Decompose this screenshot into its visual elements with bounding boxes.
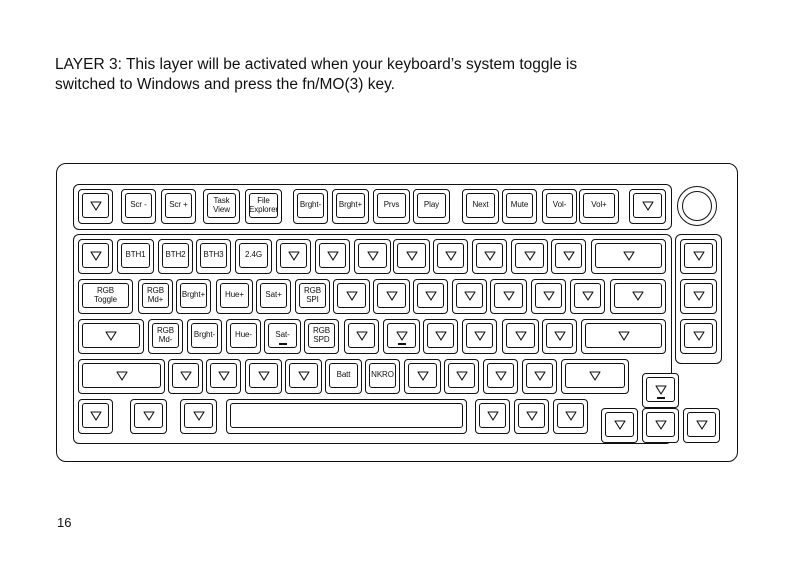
key-legend: NKRO bbox=[371, 370, 394, 380]
transparent-key-triangle-icon bbox=[356, 331, 368, 341]
keycap-top bbox=[408, 363, 437, 388]
transparent-key-triangle-icon bbox=[623, 251, 635, 261]
transparent-key-triangle-icon bbox=[589, 371, 601, 381]
key-legend: Mute bbox=[510, 200, 529, 210]
key-file-explorer[interactable] bbox=[245, 189, 282, 224]
key-legend: View bbox=[213, 204, 230, 214]
keycap-top bbox=[417, 193, 446, 218]
transparent-key-triangle-icon bbox=[554, 331, 566, 341]
transparent-key-triangle-icon bbox=[218, 371, 230, 381]
key-next[interactable] bbox=[462, 189, 499, 224]
key-legend: 2.4G bbox=[245, 250, 262, 260]
keycap-top bbox=[165, 193, 192, 218]
key-transparent[interactable] bbox=[475, 399, 510, 434]
transparent-key-triangle-icon bbox=[406, 251, 418, 261]
keycap-top bbox=[466, 323, 493, 348]
keycap-top bbox=[358, 243, 387, 268]
key-transparent[interactable] bbox=[333, 279, 370, 314]
keycap-top bbox=[377, 193, 406, 218]
key-legend: Play bbox=[423, 200, 440, 210]
key-prvs[interactable] bbox=[373, 189, 410, 224]
keycap-top bbox=[427, 323, 454, 348]
keycap-top bbox=[220, 283, 249, 308]
layer-description bbox=[55, 55, 735, 95]
homing-bump-icon bbox=[398, 343, 406, 345]
keycap-top bbox=[82, 323, 140, 348]
key-transparent[interactable] bbox=[642, 408, 679, 443]
transparent-key-triangle-icon bbox=[534, 371, 546, 381]
key-legend: Hue+ bbox=[225, 290, 244, 300]
knob-icon[interactable] bbox=[677, 186, 717, 226]
key-transparent[interactable] bbox=[168, 359, 203, 394]
key-transparent[interactable] bbox=[514, 399, 549, 434]
keycap-top bbox=[280, 243, 307, 268]
keycap-top bbox=[184, 403, 213, 428]
key-task-view[interactable] bbox=[203, 189, 240, 224]
transparent-key-triangle-icon bbox=[565, 411, 577, 421]
key-transparent[interactable] bbox=[680, 319, 717, 354]
keycap-top bbox=[337, 283, 366, 308]
key-transparent[interactable] bbox=[433, 239, 468, 274]
keycap-top bbox=[506, 323, 535, 348]
keycap-top bbox=[82, 283, 129, 308]
key-transparent[interactable] bbox=[511, 239, 548, 274]
keycap-top bbox=[239, 243, 268, 268]
key-transparent[interactable] bbox=[542, 319, 577, 354]
transparent-key-triangle-icon bbox=[693, 251, 705, 261]
key-transparent[interactable] bbox=[78, 189, 113, 224]
key-rgb-mdminus[interactable] bbox=[148, 319, 183, 354]
key-legend: RGB bbox=[312, 326, 331, 335]
key-scr-minus[interactable] bbox=[121, 189, 156, 224]
keycap-top bbox=[546, 323, 573, 348]
transparent-key-triangle-icon bbox=[503, 291, 515, 301]
key-transparent[interactable] bbox=[472, 239, 507, 274]
key-rgb-spi[interactable] bbox=[295, 279, 330, 314]
keycap-top bbox=[614, 283, 662, 308]
transparent-key-triangle-icon bbox=[495, 371, 507, 381]
keycap-top bbox=[329, 363, 358, 388]
keycap-top bbox=[200, 243, 227, 268]
keycap-top bbox=[377, 283, 406, 308]
key-legend: RGB bbox=[96, 286, 115, 295]
transparent-key-triangle-icon bbox=[445, 251, 457, 261]
key-legend: Vol+ bbox=[591, 200, 607, 210]
key-legend: Prvs bbox=[383, 200, 400, 210]
keycap-top bbox=[583, 193, 615, 218]
key-transparent[interactable] bbox=[551, 239, 586, 274]
key-legend: Toggle bbox=[94, 294, 117, 304]
key-batt[interactable] bbox=[325, 359, 362, 394]
transparent-key-triangle-icon bbox=[396, 331, 408, 341]
key-legend: SPD bbox=[313, 334, 330, 344]
key-transparent[interactable] bbox=[561, 359, 629, 394]
key-legend: Scr + bbox=[169, 200, 188, 210]
key-brght-plus[interactable] bbox=[332, 189, 369, 224]
key-transparent[interactable] bbox=[423, 319, 458, 354]
transparent-key-triangle-icon bbox=[563, 251, 575, 261]
keycap-top bbox=[515, 243, 544, 268]
key-transparent[interactable] bbox=[413, 279, 448, 314]
layer-description-line-2: switched to Windows and press the fn/MO(3) key. bbox=[55, 76, 395, 93]
key-transparent[interactable] bbox=[462, 319, 497, 354]
key-bth3[interactable] bbox=[196, 239, 231, 274]
key-legend: Scr - bbox=[130, 200, 147, 210]
keycap-top bbox=[506, 193, 533, 218]
keycap-top bbox=[437, 243, 464, 268]
keycap-top bbox=[448, 363, 475, 388]
key-legend: RGB bbox=[156, 326, 175, 335]
keycap-top bbox=[152, 323, 179, 348]
keycap-top bbox=[249, 193, 278, 218]
transparent-key-triangle-icon bbox=[693, 291, 705, 301]
transparent-key-triangle-icon bbox=[642, 201, 654, 211]
key-transparent[interactable] bbox=[502, 319, 539, 354]
key-transparent[interactable] bbox=[276, 239, 311, 274]
keycap-top bbox=[557, 403, 584, 428]
transparent-key-triangle-icon bbox=[456, 371, 468, 381]
key-legend: File bbox=[257, 196, 270, 205]
key-transparent[interactable] bbox=[680, 239, 717, 274]
key-legend: Sat- bbox=[275, 330, 290, 340]
keycap-top bbox=[546, 193, 573, 218]
keycap-top bbox=[260, 283, 287, 308]
key-legend: BTH1 bbox=[125, 250, 146, 260]
keycap-top bbox=[535, 283, 562, 308]
transparent-key-triangle-icon bbox=[105, 331, 117, 341]
key-transparent[interactable] bbox=[373, 279, 410, 314]
key-sat-plus[interactable] bbox=[256, 279, 291, 314]
transparent-key-triangle-icon bbox=[696, 420, 708, 430]
transparent-key-triangle-icon bbox=[614, 420, 626, 430]
key-brght-minus[interactable] bbox=[293, 189, 328, 224]
keycap-top bbox=[479, 403, 506, 428]
key-spacebar[interactable] bbox=[226, 399, 467, 434]
keycap-top bbox=[397, 243, 426, 268]
key-transparent[interactable] bbox=[683, 408, 720, 443]
key-transparent[interactable] bbox=[483, 359, 518, 394]
transparent-key-triangle-icon bbox=[543, 291, 555, 301]
keycap-top bbox=[207, 193, 236, 218]
keycap-top bbox=[289, 363, 318, 388]
key-legend: Sat+ bbox=[265, 290, 282, 300]
transparent-key-triangle-icon bbox=[484, 251, 496, 261]
keycap-top bbox=[121, 243, 150, 268]
transparent-key-triangle-icon bbox=[632, 291, 644, 301]
transparent-key-triangle-icon bbox=[143, 411, 155, 421]
keycap-top bbox=[466, 193, 495, 218]
key-legend: Md+ bbox=[147, 294, 164, 304]
keycap-top bbox=[319, 243, 346, 268]
transparent-key-triangle-icon bbox=[487, 411, 499, 421]
keycap-top bbox=[162, 243, 189, 268]
keycap-top bbox=[476, 243, 503, 268]
key-legend: BTH3 bbox=[203, 250, 224, 260]
transparent-key-triangle-icon bbox=[618, 331, 630, 341]
transparent-key-triangle-icon bbox=[582, 291, 594, 301]
key-play[interactable] bbox=[413, 189, 450, 224]
keycap-top bbox=[494, 283, 523, 308]
keycap-top bbox=[191, 323, 218, 348]
keycap-top bbox=[180, 283, 207, 308]
key-transparent[interactable] bbox=[490, 279, 527, 314]
transparent-key-triangle-icon bbox=[655, 385, 667, 395]
keycap-top bbox=[684, 243, 713, 268]
key-rgb-spd[interactable] bbox=[304, 319, 339, 354]
key-hue-plus[interactable] bbox=[216, 279, 253, 314]
key-hue-minus[interactable] bbox=[226, 319, 261, 354]
key-vol-plus[interactable] bbox=[579, 189, 619, 224]
key-legend: RGB bbox=[146, 286, 165, 295]
transparent-key-triangle-icon bbox=[258, 371, 270, 381]
key-transparent[interactable] bbox=[245, 359, 282, 394]
key-legend: Next bbox=[472, 200, 489, 210]
key-transparent[interactable] bbox=[78, 359, 165, 394]
keycap-top bbox=[565, 363, 625, 388]
transparent-key-triangle-icon bbox=[327, 251, 339, 261]
keycap-top bbox=[308, 323, 335, 348]
keycap-top bbox=[684, 323, 713, 348]
key-legend: BTH2 bbox=[165, 250, 186, 260]
key-transparent[interactable] bbox=[393, 239, 430, 274]
key-transparent[interactable] bbox=[629, 189, 666, 224]
keycap-top bbox=[595, 243, 662, 268]
keycap-top bbox=[348, 323, 375, 348]
keycap-top bbox=[684, 283, 713, 308]
transparent-key-triangle-icon bbox=[116, 371, 128, 381]
key-transparent[interactable] bbox=[78, 399, 113, 434]
keycap-top bbox=[134, 403, 163, 428]
keycap-top bbox=[82, 403, 109, 428]
transparent-key-triangle-icon bbox=[346, 291, 358, 301]
key-sat-minus[interactable] bbox=[264, 319, 301, 354]
keycap-top bbox=[487, 363, 514, 388]
transparent-key-triangle-icon bbox=[526, 411, 538, 421]
keycap-top bbox=[125, 193, 152, 218]
key-transparent[interactable] bbox=[130, 399, 167, 434]
transparent-key-triangle-icon bbox=[180, 371, 192, 381]
keycap-top bbox=[555, 243, 582, 268]
keycap-top bbox=[585, 323, 662, 348]
keycap-top bbox=[297, 193, 324, 218]
keycap-top bbox=[417, 283, 444, 308]
layer-description-line-1: LAYER 3: This layer will be activated when your keyboard’s system toggle is bbox=[55, 56, 578, 73]
key-legend: SPI bbox=[306, 294, 319, 304]
key-transparent[interactable] bbox=[344, 319, 379, 354]
key-transparent[interactable] bbox=[570, 279, 605, 314]
key-transparent[interactable] bbox=[591, 239, 666, 274]
key-transparent[interactable] bbox=[383, 319, 420, 354]
key-legend: Explorer bbox=[249, 204, 278, 214]
transparent-key-triangle-icon bbox=[90, 251, 102, 261]
transparent-key-triangle-icon bbox=[367, 251, 379, 261]
key-brght-minus[interactable] bbox=[187, 319, 222, 354]
key-legend: Vol- bbox=[552, 200, 567, 210]
key-transparent[interactable] bbox=[531, 279, 566, 314]
keycap-top bbox=[336, 193, 365, 218]
key-legend: Task bbox=[213, 196, 230, 205]
transparent-key-triangle-icon bbox=[90, 201, 102, 211]
transparent-key-triangle-icon bbox=[193, 411, 205, 421]
key-nkro[interactable] bbox=[365, 359, 400, 394]
transparent-key-triangle-icon bbox=[524, 251, 536, 261]
key-scr-plus[interactable] bbox=[161, 189, 196, 224]
key-transparent[interactable] bbox=[680, 279, 717, 314]
homing-bump-icon bbox=[657, 397, 665, 399]
key-mute[interactable] bbox=[502, 189, 537, 224]
key-transparent[interactable] bbox=[642, 373, 679, 408]
keycap-top bbox=[210, 363, 237, 388]
key-transparent[interactable] bbox=[610, 279, 666, 314]
transparent-key-triangle-icon bbox=[464, 291, 476, 301]
transparent-key-triangle-icon bbox=[298, 371, 310, 381]
keycap-top bbox=[633, 193, 662, 218]
key-legend: Hue- bbox=[235, 330, 252, 340]
keycap-top bbox=[518, 403, 545, 428]
key-transparent[interactable] bbox=[452, 279, 487, 314]
key-transparent[interactable] bbox=[206, 359, 241, 394]
key-transparent[interactable] bbox=[354, 239, 391, 274]
key-transparent[interactable] bbox=[285, 359, 322, 394]
page-number: 16 bbox=[57, 515, 72, 530]
transparent-key-triangle-icon bbox=[655, 420, 667, 430]
key-legend: Brght- bbox=[299, 200, 322, 210]
keycap-top bbox=[82, 243, 109, 268]
keycap-top bbox=[230, 403, 463, 428]
keycap-top bbox=[82, 193, 109, 218]
key-transparent[interactable] bbox=[522, 359, 557, 394]
key-transparent[interactable] bbox=[78, 319, 144, 354]
key-transparent[interactable] bbox=[78, 239, 113, 274]
key-transparent[interactable] bbox=[404, 359, 441, 394]
key-g24[interactable] bbox=[235, 239, 272, 274]
key-transparent[interactable] bbox=[315, 239, 350, 274]
key-bth1[interactable] bbox=[117, 239, 154, 274]
key-transparent[interactable] bbox=[581, 319, 666, 354]
key-legend: Batt bbox=[336, 370, 351, 380]
transparent-key-triangle-icon bbox=[425, 291, 437, 301]
keycap-top bbox=[574, 283, 601, 308]
transparent-key-triangle-icon bbox=[386, 291, 398, 301]
key-rgb-toggle[interactable] bbox=[78, 279, 133, 314]
keycap-top bbox=[249, 363, 278, 388]
key-legend: Brght- bbox=[193, 330, 216, 340]
key-bth2[interactable] bbox=[158, 239, 193, 274]
key-legend: Brght+ bbox=[181, 290, 206, 300]
transparent-key-triangle-icon bbox=[474, 331, 486, 341]
homing-bump-icon bbox=[279, 343, 287, 345]
keycap-top bbox=[142, 283, 169, 308]
key-transparent[interactable] bbox=[601, 408, 638, 443]
transparent-key-triangle-icon bbox=[417, 371, 429, 381]
keycap-top bbox=[172, 363, 199, 388]
keycap-top bbox=[456, 283, 483, 308]
key-vol-minus[interactable] bbox=[542, 189, 577, 224]
transparent-key-triangle-icon bbox=[515, 331, 527, 341]
key-legend: Brght+ bbox=[338, 200, 363, 210]
key-transparent[interactable] bbox=[180, 399, 217, 434]
keycap-top bbox=[605, 412, 634, 437]
key-brght-plus[interactable] bbox=[176, 279, 211, 314]
key-legend: Md- bbox=[158, 334, 173, 344]
keycap-top bbox=[230, 323, 257, 348]
key-transparent[interactable] bbox=[553, 399, 588, 434]
transparent-key-triangle-icon bbox=[435, 331, 447, 341]
transparent-key-triangle-icon bbox=[693, 331, 705, 341]
keycap-top bbox=[646, 412, 675, 437]
keycap-top bbox=[369, 363, 396, 388]
keycap-top bbox=[526, 363, 553, 388]
key-rgb-mdplus[interactable] bbox=[138, 279, 173, 314]
transparent-key-triangle-icon bbox=[288, 251, 300, 261]
keycap-top bbox=[687, 412, 716, 437]
keycap-top bbox=[299, 283, 326, 308]
key-legend: RGB bbox=[303, 286, 322, 295]
key-transparent[interactable] bbox=[444, 359, 479, 394]
keycap-top bbox=[82, 363, 161, 388]
transparent-key-triangle-icon bbox=[90, 411, 102, 421]
